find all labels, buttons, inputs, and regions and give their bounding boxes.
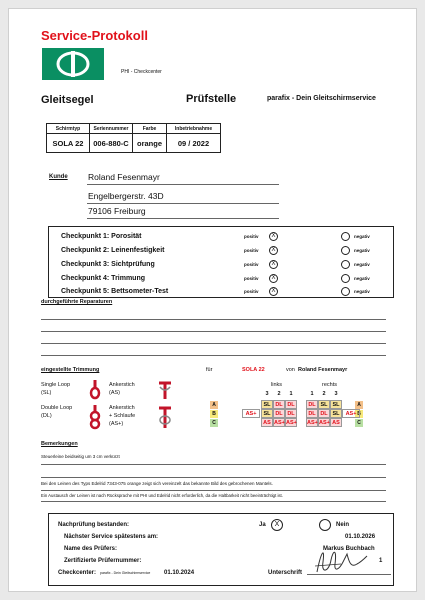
checkpoint-label: Checkpunkt 3: Sichtprüfung <box>61 261 155 268</box>
logo-label: PHI - Checkcenter <box>121 69 162 75</box>
kunde-label: Kunde <box>49 174 68 180</box>
pruefstelle-name: parafix - Dein Gleitschirmservice <box>267 95 376 102</box>
trim-column-header: 1 <box>310 391 314 397</box>
value-seriennummer: 006-880-C <box>90 134 133 153</box>
customer-name: Roland Fesenmayr <box>88 172 160 182</box>
trim-cell: DL <box>273 400 285 409</box>
trim-cell: DL <box>285 400 297 409</box>
datum-value: 01.10.2024 <box>164 570 195 576</box>
divider <box>87 218 279 219</box>
trim-row-tag: C <box>355 419 363 427</box>
trim-person: Roland Fesenmayr <box>298 367 348 373</box>
trimmung-label: eingestellte Trimmung <box>41 367 100 373</box>
schlaufe-label: + Schlaufe <box>109 413 136 419</box>
divider <box>87 203 279 204</box>
trim-row-tag: C <box>210 419 218 427</box>
trim-cell: DL <box>285 409 297 418</box>
negativ-label: negativ <box>354 289 370 294</box>
pruefer-value: Markus Buchbach <box>323 546 375 552</box>
trim-column-header: 2 <box>322 391 326 397</box>
writing-line <box>41 331 386 332</box>
pruefernummer-label: Zertifizierte Prüfernummer: <box>64 558 142 564</box>
trim-column-header: 3 <box>334 391 338 397</box>
checkpoint-row <box>49 258 393 272</box>
positiv-label: positiv <box>244 262 259 267</box>
single-loop-label: Single Loop <box>41 382 71 388</box>
trim-cell: AS+ <box>274 420 285 426</box>
negativ-checkbox[interactable] <box>341 246 350 255</box>
checkpoint-label: Checkpunkt 2: Leinenfestigkeit <box>61 247 165 254</box>
checkpoint-row <box>49 230 393 244</box>
checkcenter-value: parafix - Dein Gleitschirmservice <box>100 571 151 575</box>
negativ-label: negativ <box>354 234 370 239</box>
trim-glider: SOLA 22 <box>242 367 265 373</box>
checkpoint-label: Checkpunkt 1: Porosität <box>61 233 142 240</box>
checkpoint-box <box>48 226 394 298</box>
trim-cell: SL <box>330 409 342 418</box>
positiv-label: positiv <box>244 289 259 294</box>
value-farbe: orange <box>133 134 167 153</box>
positiv-checkbox[interactable]: X <box>269 246 278 255</box>
ankerstich-label: Ankerstich <box>109 382 135 388</box>
checkpoint-label: Checkpunkt 5: Bettsometer-Test <box>61 288 169 295</box>
reparaturen-label: durchgeführte Reparaturen <box>41 299 113 305</box>
trim-row-tag: B <box>355 410 363 418</box>
positiv-checkbox[interactable]: X <box>269 260 278 269</box>
single-loop-icon <box>85 379 105 401</box>
checkpoint-row <box>49 272 393 286</box>
positiv-checkbox[interactable]: X <box>269 274 278 283</box>
header-schirmtyp: Schirmtyp <box>47 124 90 134</box>
checkcenter-label: Checkcenter: <box>58 570 97 576</box>
bemerkung-text: Bei den Leinen des Typs Edelrid 7343-075 orange zeigt sich vereinzelt das bekannte Bild des gebrochenen Mantels. <box>41 481 273 486</box>
single-loop-abbr: (SL) <box>41 390 52 396</box>
ankerstich-abbr: (AS) <box>109 390 120 396</box>
nein-checkbox[interactable] <box>319 519 331 531</box>
positiv-label: positiv <box>244 248 259 253</box>
trim-cell: SL <box>261 400 273 409</box>
trim-column-header: 3 <box>265 391 269 397</box>
trim-cell-extra-right: AS+ <box>342 409 360 418</box>
bemerkungen-label: Bemerkungen <box>41 441 78 447</box>
phi-logo <box>42 48 104 80</box>
ja-checkbox[interactable]: X <box>271 519 283 531</box>
writing-line <box>41 464 386 465</box>
trim-column-header: 2 <box>277 391 281 397</box>
trim-cell: DL <box>306 409 318 418</box>
naechster-service-value: 01.10.2026 <box>345 534 376 540</box>
trim-cell: SL <box>318 400 330 409</box>
ja-label: Ja <box>259 522 266 528</box>
negativ-label: negativ <box>354 248 370 253</box>
unterschrift-label: Unterschrift <box>268 570 303 576</box>
bemerkung-text: Ein Austausch der Leinen ist nach Rücksprache mit PHI und Edelrid nicht erforderlich, da die Haltbarkeit nicht beeinträchtigt ist. <box>41 493 283 498</box>
writing-line <box>41 477 386 478</box>
writing-line <box>41 355 386 356</box>
negativ-checkbox[interactable] <box>341 287 350 296</box>
trim-cell: DL <box>318 409 330 418</box>
fuer-label: für <box>206 367 213 373</box>
positiv-label: positiv <box>244 234 259 239</box>
glider-info-table <box>46 123 221 153</box>
positiv-checkbox[interactable]: X <box>269 232 278 241</box>
trim-cell: AS <box>261 418 273 427</box>
customer-city: 79106 Freiburg <box>88 206 146 216</box>
writing-line <box>41 490 386 491</box>
trim-cell-extra-left: AS+ <box>242 409 260 418</box>
double-loop-label: Double Loop <box>41 405 73 411</box>
protocol-page <box>8 8 417 592</box>
pruefstelle-heading: Prüfstelle <box>186 93 237 105</box>
trim-cell: SL <box>261 409 273 418</box>
bestanden-label: Nachprüfung bestanden: <box>58 522 130 528</box>
double-loop-abbr: (DL) <box>41 413 52 419</box>
von-label: von <box>286 367 295 373</box>
header-farbe: Farbe <box>133 124 167 134</box>
trim-cell: AS+ <box>286 420 297 426</box>
header-inbetriebnahme: Inbetriebnahme <box>167 124 221 134</box>
positiv-label: positiv <box>244 276 259 281</box>
pruefer-label: Name des Prüfers: <box>64 546 118 552</box>
value-inbetriebnahme: 09 / 2022 <box>167 134 221 153</box>
trim-cell: AS <box>330 418 342 427</box>
negativ-label: negativ <box>354 262 370 267</box>
checkpoint-label: Checkpunkt 4: Trimmung <box>61 275 146 282</box>
negativ-checkbox[interactable] <box>341 274 350 283</box>
ankerstich-icon <box>155 379 175 401</box>
rechts-label: rechts <box>322 382 337 388</box>
gleitsegel-heading: Gleitsegel <box>41 94 94 106</box>
page-title: Service-Protokoll <box>41 28 148 43</box>
trim-cell: DL <box>306 400 318 409</box>
negativ-checkbox[interactable] <box>341 260 350 269</box>
trim-row-tag: A <box>210 401 218 409</box>
trim-row-tag: A <box>355 401 363 409</box>
trim-cell: AS+ <box>307 420 318 426</box>
header-seriennummer: Seriennummer <box>90 124 133 134</box>
writing-line <box>41 501 386 502</box>
naechster-service-label: Nächster Service spätestens am: <box>64 534 159 540</box>
value-schirmtyp: SOLA 22 <box>47 134 90 153</box>
checkpoint-row <box>49 285 393 299</box>
abschluss-box <box>48 513 394 586</box>
pruefernummer-value: 1 <box>379 558 383 564</box>
ankerstich-label: Ankerstich <box>109 405 135 411</box>
checkpoint-row <box>49 244 393 258</box>
customer-street: Engelbergerstr. 43D <box>88 191 164 201</box>
schlaufe-abbr: (AS+) <box>109 421 124 427</box>
signature <box>311 542 369 580</box>
trim-cell: DL <box>273 409 285 418</box>
ankerstich-schlaufe-icon <box>155 404 175 430</box>
links-label: links <box>271 382 283 388</box>
writing-line <box>41 343 386 344</box>
divider <box>87 184 279 185</box>
double-loop-icon <box>85 404 105 430</box>
bemerkung-text: Steuerleine beidseitig um 3 cm verkürzt <box>41 454 120 459</box>
phi-logo-icon <box>42 48 104 80</box>
trim-cell: SL <box>330 400 342 409</box>
trim-row-tag: B <box>210 410 218 418</box>
negativ-label: negativ <box>354 276 370 281</box>
trim-cell: AS+ <box>319 420 330 426</box>
negativ-checkbox[interactable] <box>341 232 350 241</box>
positiv-checkbox[interactable]: X <box>269 287 278 296</box>
trim-column-header: 1 <box>289 391 293 397</box>
nein-label: Nein <box>336 522 350 528</box>
writing-line <box>41 319 386 320</box>
